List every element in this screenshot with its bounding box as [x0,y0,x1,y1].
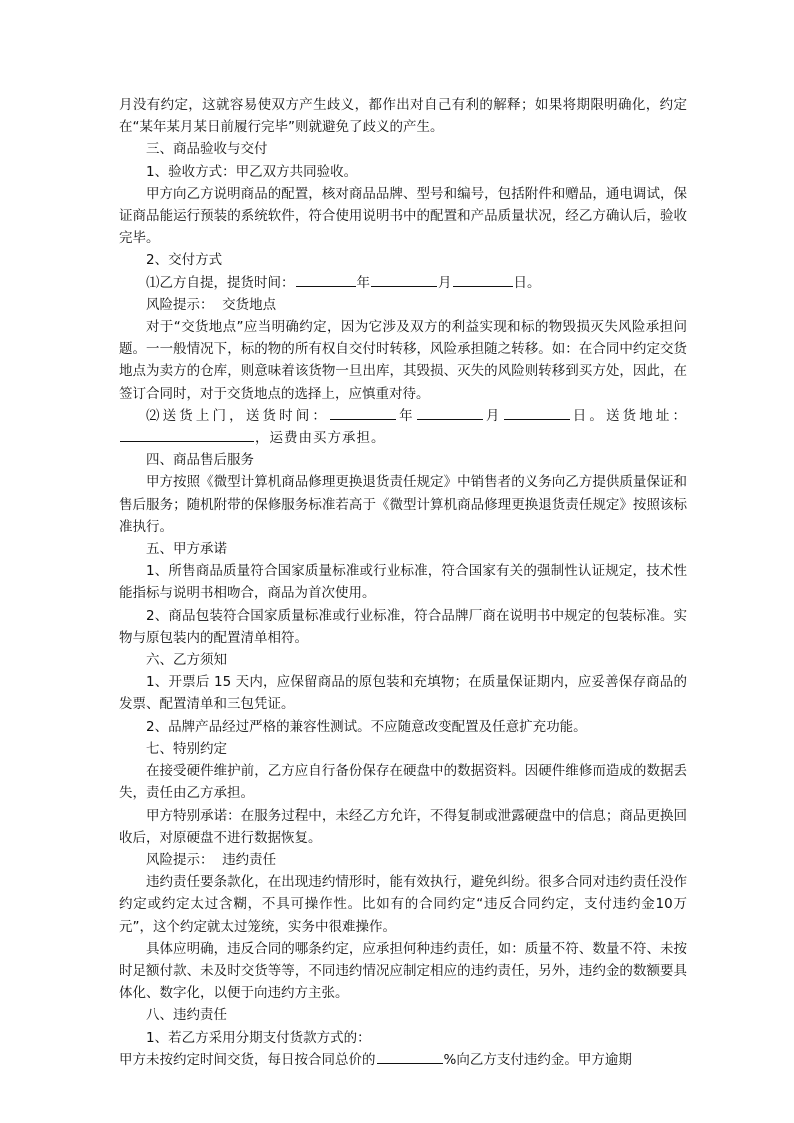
delivery-day-blank [504,405,570,420]
section-heading-after-sales: 四、商品售后服务 [146,452,254,469]
paragraph-promise-quality: 1、所售商品质量符合国家质量标准或行业标准，符合国家有关的强制性认证规定，技术性能指标与说明书相吻合，商品为首次使用。 [119,563,687,602]
paragraph-notice-compatibility: 2、品牌产品经过严格的兼容性测试。不应随意改变配置及任意扩充功能。 [146,718,587,735]
pickup-month-label: 月 [438,274,452,291]
penalty-prefix: 甲方未按约定时间交货，每日按合同总价的 [119,1051,376,1068]
section-heading-inspection-delivery: 三、商品验收与交付 [146,141,268,158]
document-body [119,94,687,1071]
delivery-address-blank [120,427,254,442]
risk-label: 风险提示： [146,296,214,313]
pickup-year-label: 年 [356,274,370,291]
delivery-month-label: 月 [483,407,503,424]
delivery-suffix: ，运费由买方承担。 [255,430,386,447]
paragraph-promise-packaging: 2、商品包装符合国家质量标准或行业标准，符合品牌厂商在说明书中规定的包装标准。实物与原包装内的配置清单相符。 [119,607,687,646]
risk-label: 风险提示： [146,851,214,868]
paragraph-notice-packaging: 1、开票后 15 天内，应保留商品的原包装和充填物；在质量保证期内，应妥善保存商品的发票、配置清单和三包凭证。 [119,674,687,713]
paragraph-liability-risk-1: 违约责任要条款化，在出现违约情形时，能有效执行，避免纠纷。很多合同对违约责任没作约定或约定太过含糊，不具可操作性。比如有的合同约定“违反合同约定，支付违约金10万元”，这个约定就太过笼统，实务中很难操作。 [119,874,687,935]
pickup-month-blank [371,272,437,287]
section-heading-special-terms: 七、特别约定 [146,740,227,757]
paragraph-special-promise: 甲方特别承诺：在服务过程中，未经乙方允许，不得复制或泄露硬盘中的信息；商品更换回收后，对原硬盘不进行数据恢复。 [119,807,687,846]
pickup-year-blank [296,272,356,287]
penalty-rate-blank [377,1049,443,1064]
paragraph-delivery-place-risk: 对于“交货地点”应当明确约定，因为它涉及双方的利益实现和标的物毁损灭失风险承担问题。一一般情况下，标的物的所有权自交付时转移，风险承担随之转移。如：在合同中约定交货地点为卖方的仓库，则意味着该货物一旦出库，其毁损、灭失的风险则转移到买方处，因此，在签订合同时，对于交货地点的选择上，应慎重对待。 [119,319,687,402]
delivery-year-blank [330,405,396,420]
pickup-day-blank [453,272,513,287]
paragraph-after-sales: 甲方按照《微型计算机商品修理更换退货责任规定》中销售者的义务向乙方提供质量保证和售后服务；随机附带的保修服务标准若高于《微型计算机商品修理更换退货责任规定》按照该标准执行。 [119,474,687,535]
pickup-day-label: 日。 [513,274,541,291]
risk-topic: 违约责任 [222,851,277,868]
risk-note-liability [119,849,687,871]
paragraph-installment: 1、若乙方采用分期支付货款方式的： [146,1029,371,1046]
paragraph-home-delivery [119,405,687,449]
pickup-prefix: ⑴乙方自提，提货时间： [146,274,295,291]
delivery-year-label: 年 [397,407,416,424]
section-heading-party-b-notice: 六、乙方须知 [146,652,227,669]
penalty-suffix: %向乙方支付违约金。甲方逾期 [443,1051,632,1068]
delivery-prefix: ⑵送货上门，送货时间： [146,407,329,424]
delivery-day-label: 日。送货地址： [570,407,688,424]
delivery-month-blank [417,405,483,420]
paragraph-term-ambiguity: 月没有约定，这就容易使双方产生歧义，都作出对自己有利的解释；如果将期限明确化，约定在“某年某月某日前履行完毕”则就避免了歧义的产生。 [119,97,687,136]
paragraph-liability-risk-2: 具体应明确，违反合同的哪条约定，应承担何种违约责任，如：质量不符、数量不符、未按时足额付款、未及时交货等等，不同违约情况应制定相应的违约责任，另外，违约金的数额要具体化、数字化，以便于向违约方主张。 [119,940,687,1002]
risk-note-delivery-place [119,294,687,316]
paragraph-late-delivery-penalty [119,1049,687,1071]
section-heading-breach: 八、违约责任 [146,1007,227,1024]
paragraph-delivery-method: 2、交付方式 [146,252,223,269]
paragraph-self-pickup [119,272,687,294]
section-heading-party-a-promise: 五、甲方承诺 [146,541,227,558]
paragraph-inspection-method: 1、验收方式：甲乙双方共同验收。 [146,163,358,180]
paragraph-inspection-detail: 甲方向乙方说明商品的配置，核对商品品牌、型号和编号，包括附件和赠品，通电调试，保证商品能运行预装的系统软件，符合使用说明书中的配置和产品质量状况，经乙方确认后，验收完毕。 [119,185,687,247]
risk-topic: 交货地点 [222,296,277,313]
paragraph-data-backup: 在接受硬件维护前，乙方应自行备份保存在硬盘中的数据资料。因硬件维修而造成的数据丢失，责任由乙方承担。 [119,763,687,802]
